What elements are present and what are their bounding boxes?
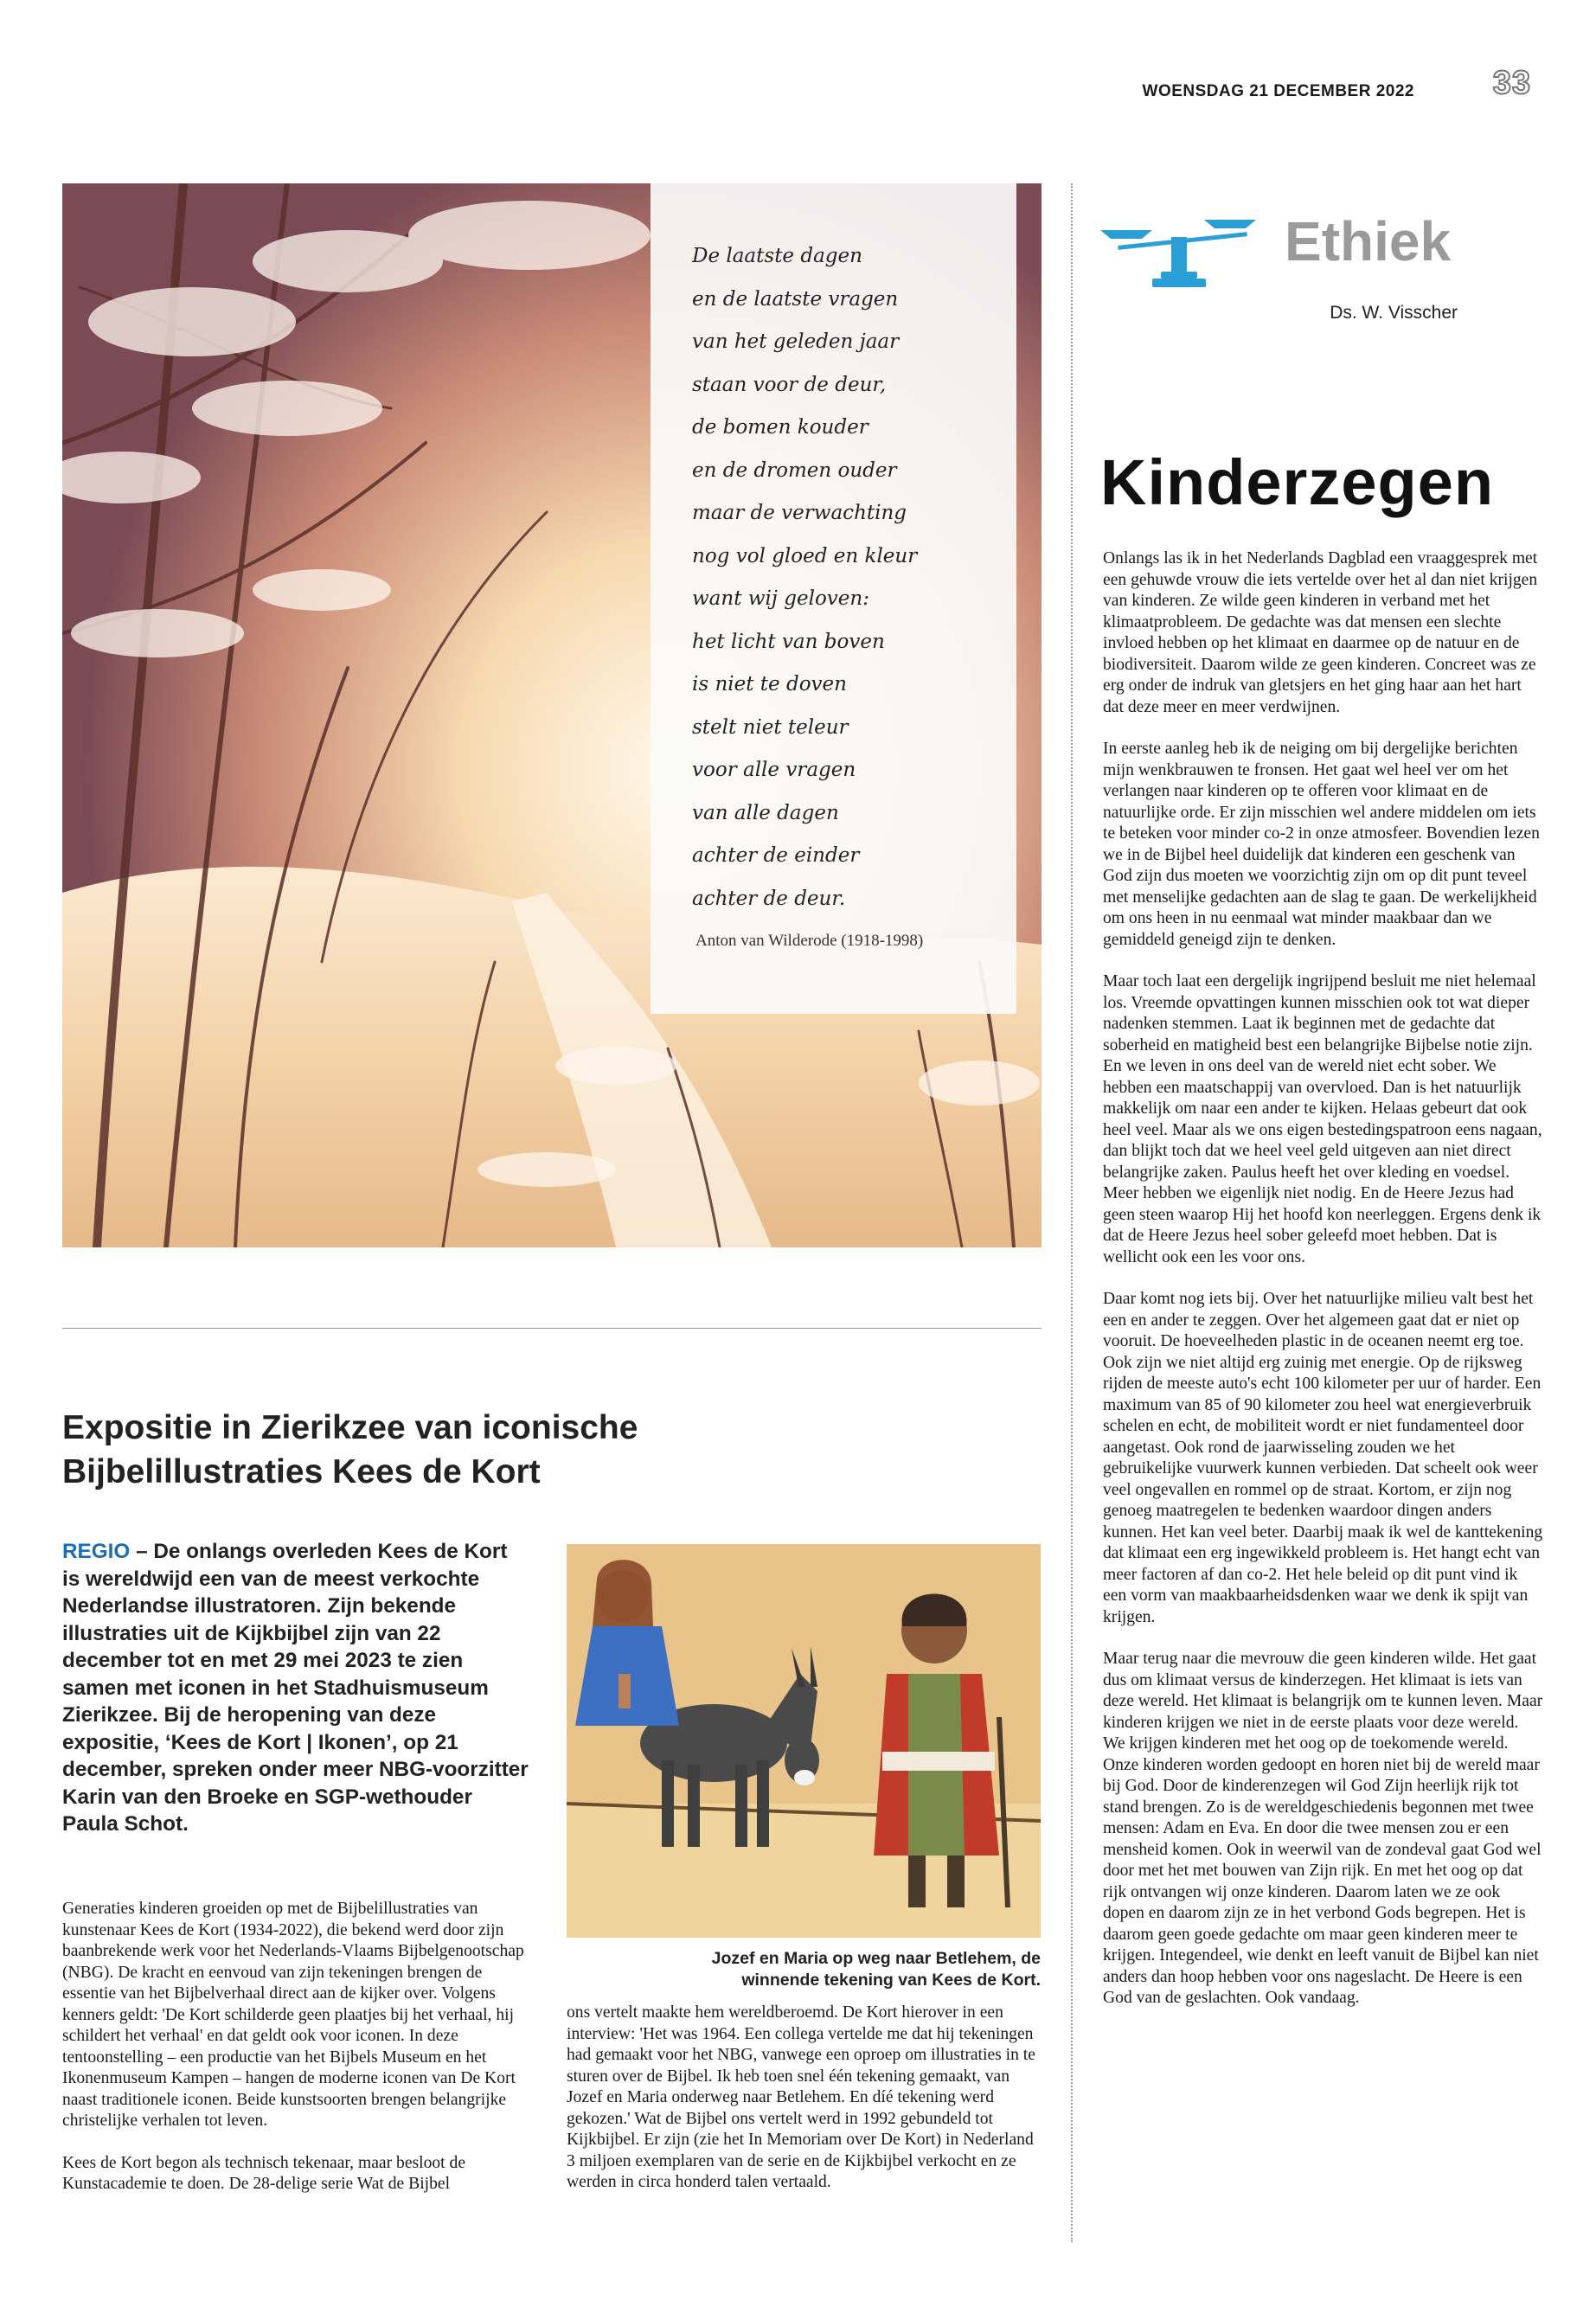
lead-text: – De onlangs overleden Kees de Kort is wereldwijd een van de meest verkochte Nederlandse illustratoren. Zijn bekende illustraties uit de Kijkbijbel zijn van 22 december tot en met 29 mei 2023 te zien samen met iconen in het Stadhuismuseum Zierikzee. Bij de heropening van deze expositie, ‘Kees de Kort | Ikonen’, op 21 december, spreken onder meer NBG-voorzitter Karin van den Broeke en SGP-wethouder Paula Schot.	[62, 1540, 529, 1836]
paragraph: Onlangs las ik in het Nederlands Dagblad een vraaggesprek met een gehuwde vrouw die iets vertelde over het al dan niet krijgen van kinderen. Ze wilde geen kinderen in verband met het klimaatprobleem. De gedachte was dat mensen een slechte invloed hebben op het klimaat en daarmee op de natuur en de biodiversiteit. Daarom wilde ze geen kinderen. Concreet was ze erg onder de indruk van gletsjers en het ging haar aan het hart dat deze meer en meer verdwijnen.	[1103, 549, 1538, 716]
column-divider	[1071, 183, 1073, 2242]
image-caption	[567, 1948, 1041, 1991]
paragraph: Maar toch laat een dergelijk ingrijpend besluit me niet helemaal los. Vreemde opvattingen kunnen misschien ook tot wat dieper nadenken stemmen. Laat ik beginnen met de gedachte dat soberheid en matigheid best een belangrijke Bijbelse notie zijn. En we leven in ons deel van de wereld niet echt sober. We hebben een maatschappij van overvloed. Dan is het natuurlijk makkelijk om naar een ander te kijken. Helaas gebeurt dat ook heel veel. Maar als we ons eigen bestedingspatroon eens nagaan, dan blijkt toch dat we heel veel geld uitgeven aan niet direct belangrijke zaken. Paulus heeft het over kleding en voedsel. Meer hebben we eigenlijk niet nodig. En de Heere Jezus had geen steen waarop Hij het hoofd kon neerleggen. Ergens denk ik dat de Heere Jezus heel sober geleefd moet hebben. Dat is wellicht ook een les voor ons.	[1103, 972, 1542, 1266]
poem-line: De laatste dagen	[692, 245, 862, 267]
poem-line: van alle dagen	[692, 801, 839, 824]
page-date: WOENSDAG 21 DECEMBER 2022	[1142, 82, 1414, 100]
poem-line: stelt niet teleur	[692, 715, 849, 739]
caption-line: winnende tekening van Kees de Kort.	[741, 1971, 1041, 1990]
kees-de-kort-illustration	[567, 1544, 1041, 1938]
poem-line: achter de deur.	[692, 887, 846, 910]
poem-line: want wij geloven:	[692, 587, 869, 610]
expositie-body-column-1	[62, 1899, 529, 2216]
poem-line: maar de verwachting	[692, 502, 907, 524]
poem-line: en de laatste vragen	[692, 287, 899, 311]
poem-line: staan voor de deur,	[692, 373, 887, 396]
paragraph: Kees de Kort begon als technisch tekenaar, maar besloot de Kunstacademie te doen. De 28-delige serie Wat de Bijbel	[62, 2153, 466, 2193]
caption-line: Jozef en Maria op weg naar Betlehem, de	[711, 1949, 1041, 1968]
poem-line: voor alle vragen	[692, 759, 856, 781]
expositie-lead	[62, 1538, 529, 1838]
expositie-body-column-2	[567, 2003, 1041, 2194]
poem-line: het licht van boven	[692, 630, 885, 653]
page-number: 33	[1492, 65, 1531, 101]
section-divider	[62, 1328, 1042, 1329]
poem-lines	[692, 235, 917, 920]
poem-author: Anton van Wilderode (1918-1998)	[695, 932, 924, 950]
poem-line: de bomen kouder	[692, 416, 869, 439]
article-author: Ds. W. Visscher	[1330, 303, 1458, 323]
section-title: Ethiek	[1285, 210, 1452, 272]
headline-line: Bijbelillustraties Kees de Kort	[62, 1453, 541, 1490]
article-body	[1103, 548, 1544, 2030]
paragraph: ons vertelt maakte hem wereldberoemd. De Kort hierover in een interview: 'Het was 1964. Een collega vertelde me dat hij tekeningen had gemaakt voor het NBG, vanwege een oproep om illustraties in te sturen over de Bijbel. Ik heb toen snel één tekening gemaakt, van Jozef en Maria onderweg naar Betlehem. En díé tekening werd gekozen.' Wat de Bijbel ons vertelt werd in 1992 gebundeld tot Kijkbijbel. Er zijn (zie het In Memoriam over De Kort) in Nederland 3 miljoen exemplaren van de serie en de Kijkbijbel verkocht en ze werden in circa honderd talen vertaald.	[567, 2003, 1035, 2191]
poem-line: nog vol gloed en kleur	[692, 544, 918, 567]
poem-line: en de dromen ouder	[692, 458, 897, 482]
poem-line: achter de einder	[692, 844, 860, 867]
paragraph: Maar terug naar die mevrouw die geen kinderen wilde. Het gaat dus om klimaat versus de kinderzegen. Het klimaat is iets van deze wereld. Het klimaat is belangrijk om te kunnen leven. Maar kinderen krijgen we niet in de eerste plaats voor deze wereld. We krijgen kinderen met het oog op de toekomende wereld. Onze kinderen worden gedoopt en horen niet bij de wereld maar bij God. Door de kinderenzegen wil God Zijn heerlijk rijk tot stand brengen. Zo is de wereldgeschiedenis begonnen met twee mensen: Adam en Eva. En door die twee mensen zou er een mensheid komen. Ook in weerwil van de zondeval gaat God wel door met het met bouwen van Zijn rijk. En met het oog op dat rijk ontvangen wij onze kinderen. Daarom laten we ze ook dopen en daarom zijn ze in het verbond Gods begrepen. Het is daarom geen goede gedachte om maar geen kinderen meer te krijgen. Integendeel, wie denkt en leeft vanuit de Bijbel kan niet anders dan hoop hebben voor ons nageslacht. De Heere is een God van de geslachten. Ook vandaag.	[1103, 1650, 1543, 2007]
poem-box	[651, 183, 1016, 1014]
paragraph: In eerste aanleg heb ik de neiging om bij dergelijke berichten mijn wenkbrauwen te fronsen. Het gaat wel heel ver om het verlangen naar kinderen op te offeren voor klimaat en de natuurlijke orde. Er zijn misschien wel andere middelen om iets te beteken voor minder co-2 in onze atmosfeer. Bovendien lezen we in de Bijbel heel duidelijk dat kinderen een geschenk van God zijn dus moeten we voorzichtig zijn om op dit punt teveel met menselijke gedachten aan de slag te gaan. De werkelijkheid om ons heen in nu eenmaal wat minder maakbaar dan we gemiddeld geneigd zijn te denken.	[1103, 740, 1540, 949]
poem-line: van het geleden jaar	[692, 330, 900, 353]
balance-scale-icon	[1100, 215, 1265, 295]
expositie-headline	[62, 1406, 927, 1494]
paragraph: Daar komt nog iets bij. Over het natuurlijke milieu valt best het een en ander te zeggen. Over het algemeen gaat dat er niet op vooruit. De hoeveelheden plastic in de oceanen neemt erg toe. Ook zijn we niet altijd erg zuinig met energie. Op de rijksweg rijden de meeste auto's echt 100 kilometer per uur of harder. Een maximum van 85 of 90 kilometer zou heel wat energieverbruik schelen en echt, de mobiliteit wordt er niet fundamenteel door aangetast. Ook rond de jaarwisseling zouden we het gebruikelijke vuurwerk kunnen verbieden. Dat scheelt ook weer veel ongevallen en rommel op de straat. Kortom, er zijn nog genoeg maatregelen te bedenken waardoor dingen anders kunnen. Het kan veel beter. Daarbij maak ik wel de kanttekening dat klimaat een erg ingewikkeld probleem is. Het hangt echt van meer factoren af dan co-2. Het hele beleid op dit punt vind ik een vorm van maakbaarheidsdenken waar we denk ik spijt van krijgen.	[1103, 1290, 1543, 1626]
paragraph: Generaties kinderen groeiden op met de Bijbelillustraties van kunstenaar Kees de Kort (1934-2022), die bekend werd door zijn baanbrekende werk voor het Nederlands-Vlaams Bijbelgenootschap (NBG). De kracht en eenvoud van zijn tekeningen brengen de essentie van het Bijbelverhaal direct aan de kijker over. Volgens kenners geldt: 'De Kort schilderde geen plaatjes bij het verhaal, hij schildert het verhaal' en dat geldt ook voor iconen. In deze tentoonstelling – een productie van het Bijbels Museum en het Ikonenmuseum Kampen – hangen de moderne iconen van De Kort naast traditionele iconen. Beide kunstsoorten brengen belangrijke christelijke verhalen tot leven.	[62, 1900, 524, 2130]
poem-line: is niet te doven	[692, 673, 847, 695]
headline-line: Expositie in Zierikzee van iconische	[62, 1409, 638, 1446]
kicker: REGIO	[62, 1540, 131, 1563]
article-title: Kinderzegen	[1100, 446, 1495, 518]
